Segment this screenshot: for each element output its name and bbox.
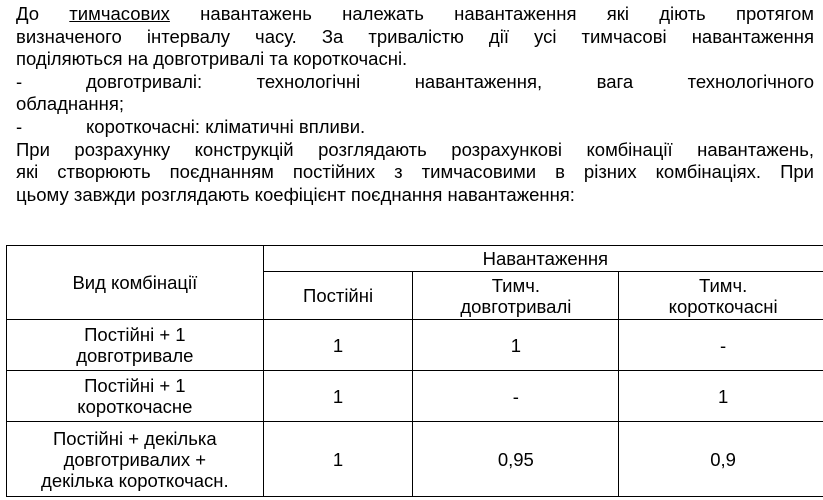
cell-line: Постійні + декілька bbox=[52, 427, 217, 449]
text-fragment: навантажень належать навантаження які діють протягом bbox=[169, 3, 814, 24]
cell-line: довготривалих + bbox=[63, 448, 207, 470]
header-combination-kind: Вид комбінації bbox=[7, 246, 264, 320]
table-row bbox=[7, 371, 823, 422]
cell-long-term: 0,95 bbox=[413, 422, 619, 497]
bullet-dash: - bbox=[16, 115, 23, 137]
header-line: Тимч. bbox=[491, 274, 541, 296]
paragraph-1-line-3: поділяються на довготривалі та короткочасні. bbox=[16, 48, 408, 70]
header-line: Тимч. bbox=[698, 274, 748, 296]
cell-short-term: 0,9 bbox=[619, 422, 823, 497]
cell-line: Постійні + 1 bbox=[84, 375, 186, 396]
table-row bbox=[7, 320, 823, 371]
cell-combination-kind bbox=[7, 422, 264, 497]
cell-short-term: 1 bbox=[619, 371, 823, 422]
bullet-dash: - bbox=[16, 70, 23, 92]
load-combination-table bbox=[6, 245, 823, 497]
text-fragment: До bbox=[16, 3, 70, 24]
bullet-item-short-term bbox=[16, 116, 814, 139]
paragraph-2-line-2: які створюють поєднанням постійних з тимчасовими в різних комбінаціях. При bbox=[16, 161, 814, 183]
header-short-term bbox=[619, 272, 823, 320]
header-line: довготривалі bbox=[460, 295, 572, 317]
bullet-item-long-term bbox=[16, 71, 814, 94]
bullet-continuation: обладнання; bbox=[16, 93, 125, 115]
paragraph-1-line-1 bbox=[16, 3, 814, 26]
header-permanent: Постійні bbox=[263, 272, 413, 320]
cell-line: довготривале bbox=[76, 345, 194, 366]
cell-long-term: - bbox=[413, 371, 619, 422]
cell-line: декілька короткочасн. bbox=[41, 469, 229, 491]
header-long-term bbox=[413, 272, 619, 320]
cell-short-term: - bbox=[619, 320, 823, 371]
cell-line: Постійні + 1 bbox=[84, 324, 186, 345]
bullet-text: короткочасні: кліматичні впливи. bbox=[86, 115, 366, 137]
cell-permanent: 1 bbox=[263, 422, 413, 497]
underlined-word: тимчасових bbox=[69, 3, 170, 24]
bullet-text: довготривалі: технологічні навантаження, вага технологічного bbox=[86, 70, 814, 92]
cell-combination-kind bbox=[7, 320, 264, 371]
document-text bbox=[16, 3, 814, 206]
header-line: короткочасні bbox=[668, 295, 778, 317]
header-loads: Навантаження bbox=[263, 246, 823, 272]
cell-long-term: 1 bbox=[413, 320, 619, 371]
cell-combination-kind bbox=[7, 371, 264, 422]
cell-line: короткочасне bbox=[77, 396, 193, 417]
paragraph-2-line-3: цьому завжди розглядають коефіцієнт поєднання навантаження: bbox=[16, 183, 575, 205]
table-row bbox=[7, 422, 823, 497]
paragraph-1-line-2: визначеного інтервалу часу. За тривалістю дії усі тимчасові навантаження bbox=[16, 25, 814, 47]
cell-permanent: 1 bbox=[263, 371, 413, 422]
cell-permanent: 1 bbox=[263, 320, 413, 371]
paragraph-2-line-1: При розрахунку конструкцій розглядають розрахункові комбінації навантажень, bbox=[16, 138, 814, 160]
